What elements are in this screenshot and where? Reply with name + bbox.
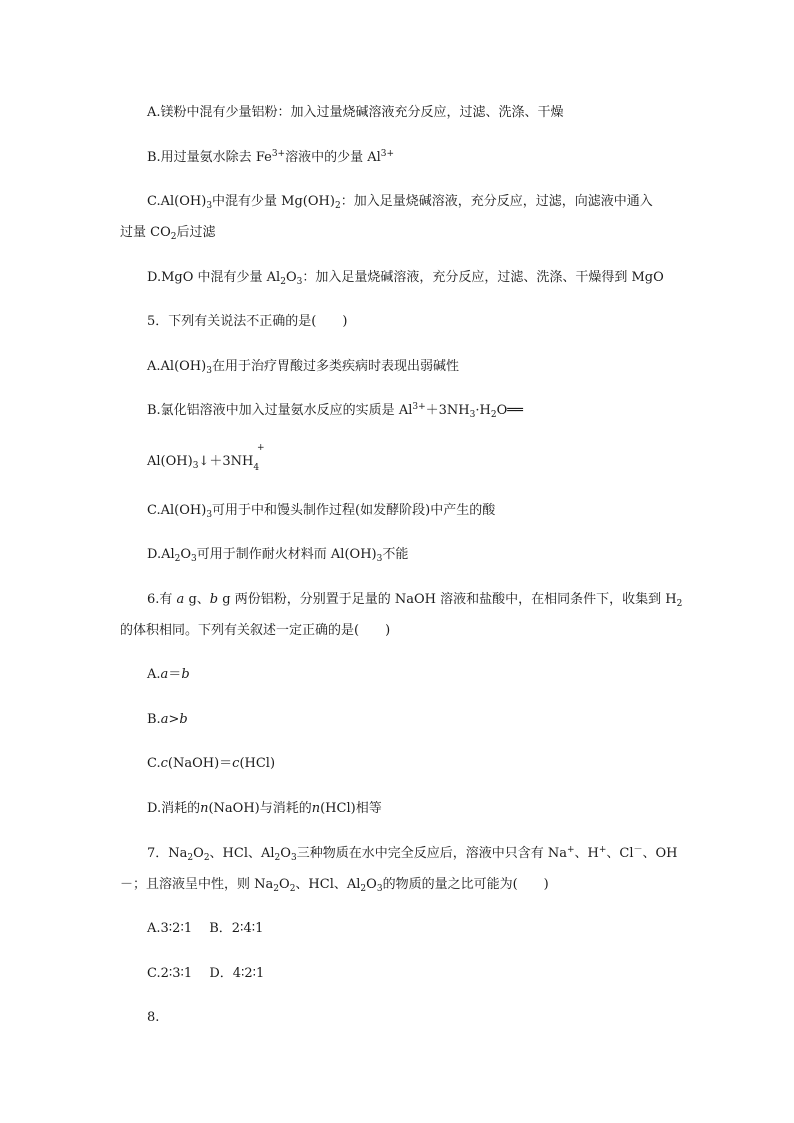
q7-stem: 7．$Na_2O_2$、HCl、$Al_2O_3$三种物质在水中完全反应后，溶液中只含有 Na+、H+、Cl－、OH bbox=[147, 845, 678, 863]
q7-options-cd: C.2∶3∶1 D．4∶2∶1 bbox=[147, 966, 265, 981]
q4-option-b: B.用过量氨水除去 $Fe^{3+}$溶液中的少量 $Al^{3+}$ bbox=[147, 149, 395, 165]
q7-stem-continued: －；且溶液呈中性，则 $Na_2O_2$、HCl、$Al_2O_3$的物质的量之比可能为( ) bbox=[120, 877, 549, 894]
q4-option-c: $C.Al(OH)_3$中混有少量 $Mg(OH)_2$：加入足量烧碱溶液，充分反应，过滤，向滤液中通入 bbox=[147, 194, 653, 211]
q5-option-b-continued: $Al(OH)_3↓+3NH_4$ + bbox=[147, 453, 259, 471]
q6-option-c: C.c(NaOH)＝c(HCl) bbox=[147, 756, 276, 771]
q6-option-b: B.a>b bbox=[147, 712, 188, 727]
q5-option-a: $A.Al(OH)_3$在用于治疗胃酸过多类疾病时表现出弱碱性 bbox=[147, 359, 459, 376]
q7-options-ab: A.3∶2∶1 B．2∶4∶1 bbox=[147, 921, 264, 936]
q6-option-a: A.a＝b bbox=[147, 667, 190, 682]
ion-superscript: + bbox=[257, 443, 265, 453]
q5-stem: 5．下列有关说法不正确的是( ) bbox=[147, 314, 348, 329]
ion-subscript: 4 bbox=[253, 463, 260, 473]
q5-option-d: $D.Al_2O_3$可用于制作耐火材料而 $Al(OH)_3$不能 bbox=[147, 547, 409, 564]
q6-stem: 6.有 a g、b g 两份铝粉，分别置于足量的 NaOH 溶液和盐酸中，在相同条件下，收集到 $H_2$ bbox=[147, 592, 683, 609]
q8-stem: 8. bbox=[147, 1010, 160, 1025]
q5-option-c: $C.Al(OH)_3$可用于中和馒头制作过程(如发酵阶段)中产生的酸 bbox=[147, 503, 496, 520]
q6-stem-continued: 的体积相同。下列有关叙述一定正确的是( ) bbox=[120, 623, 391, 638]
q4-option-a: A.镁粉中混有少量铝粉：加入过量烧碱溶液充分反应，过滤、洗涤、干燥 bbox=[147, 105, 564, 120]
q5-option-b: B.氯化铝溶液中加入过量氨水反应的实质是 $Al^{3+}+3NH_3\cdot H_2O══$ bbox=[147, 402, 523, 420]
q6-option-d: D.消耗的n(NaOH)与消耗的n(HCl)相等 bbox=[147, 801, 382, 816]
q4-option-d: D.MgO 中混有少量 $Al_2O_3$：加入足量烧碱溶液，充分反应，过滤、洗涤、干燥得到 MgO bbox=[147, 270, 664, 287]
q4-option-c-continued: 过量 $CO_2$后过滤 bbox=[120, 225, 216, 242]
